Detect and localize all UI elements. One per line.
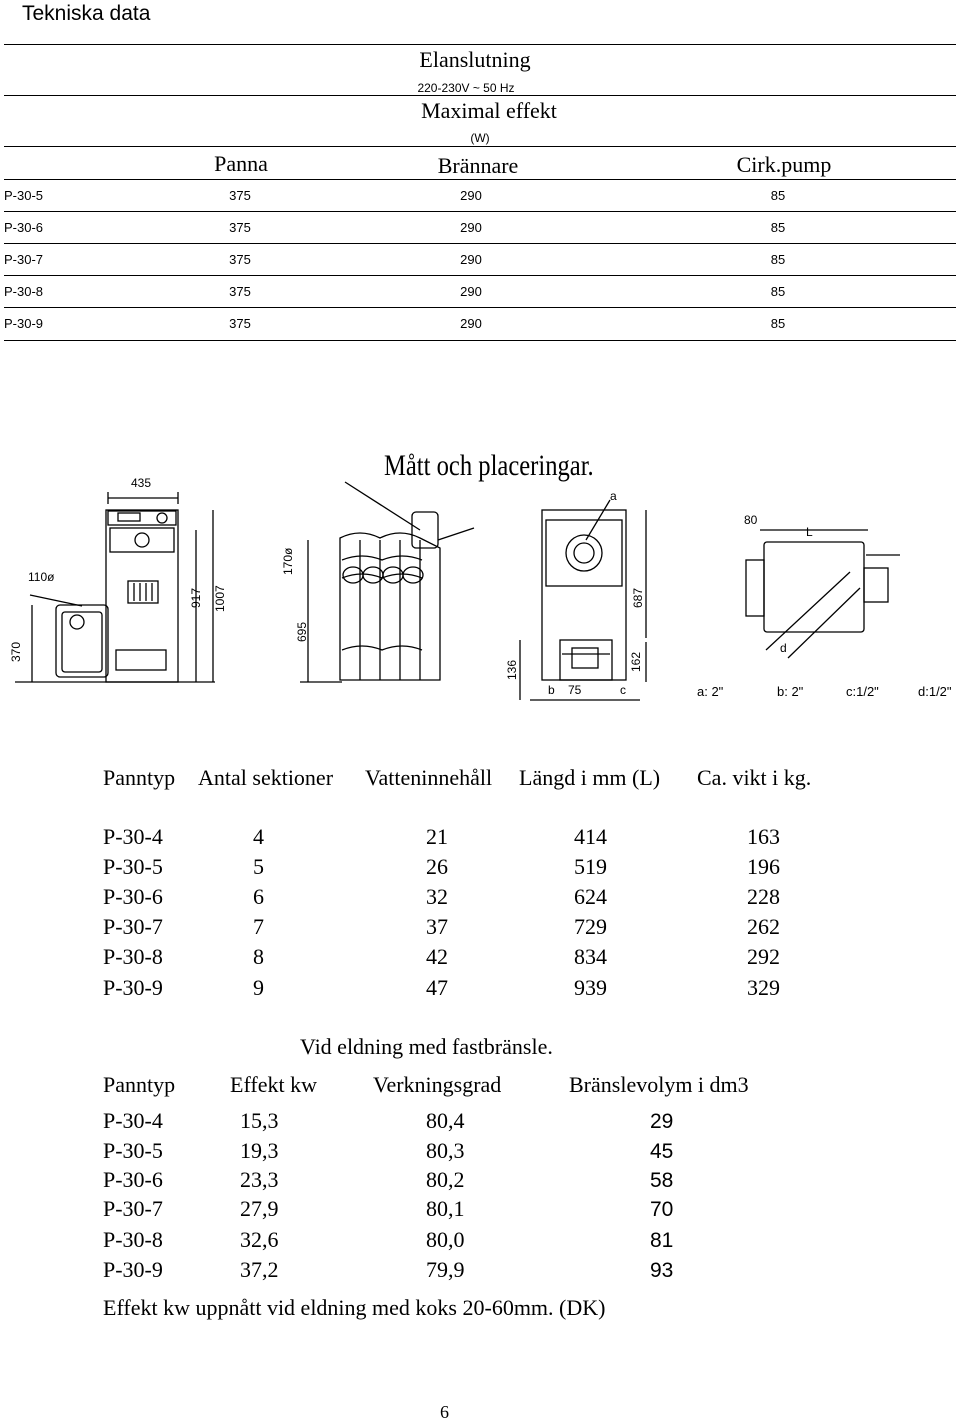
table-cell: 85 xyxy=(770,252,786,267)
divider xyxy=(4,275,956,276)
table-cell: 80,1 xyxy=(426,1196,465,1221)
dim-label: 917 xyxy=(189,587,203,608)
table-cell: P-30-4 xyxy=(103,824,163,849)
column-header: Antal sektioner xyxy=(198,765,334,790)
table-cell: 26 xyxy=(426,854,448,879)
table-cell: P-30-9 xyxy=(103,1257,163,1282)
table-cell: 414 xyxy=(574,824,607,849)
connection-c: c:1/2" xyxy=(846,684,879,699)
table-cell: P-30-7 xyxy=(103,1196,163,1221)
table-cell: 85 xyxy=(770,220,786,235)
dim-label: 75 xyxy=(568,683,582,697)
dim-label: 162 xyxy=(629,651,643,672)
fuel-caption: Vid eldning med fastbränsle. xyxy=(300,1034,553,1059)
table-cell: P-30-5 xyxy=(103,1138,163,1163)
drawing-title: Mått och placeringar. xyxy=(384,449,594,482)
table-cell: 80,3 xyxy=(426,1138,465,1163)
table-cell: 9 xyxy=(253,975,264,1000)
divider xyxy=(4,179,956,180)
table-cell: P-30-9 xyxy=(103,975,163,1000)
column-header: Panntyp xyxy=(103,1072,176,1097)
divider xyxy=(4,95,956,96)
column-header: Effekt kw xyxy=(230,1072,317,1097)
table-cell: 37 xyxy=(426,914,448,939)
dim-label: 80 xyxy=(744,513,758,527)
table-cell: 81 xyxy=(650,1229,674,1252)
table-cell: 23,3 xyxy=(240,1167,279,1192)
column-header: Vatteninnehåll xyxy=(365,765,493,790)
dim-label: b xyxy=(548,683,555,697)
table-cell: P-30-6 xyxy=(103,884,163,909)
table-cell: 290 xyxy=(460,220,482,235)
dim-label: 170ø xyxy=(281,547,295,575)
table-cell: P-30-6 xyxy=(4,220,44,235)
table-cell: 85 xyxy=(770,284,786,299)
column-header: Panntyp xyxy=(103,765,176,790)
connection-a: a: 2" xyxy=(697,684,724,699)
table-cell: 375 xyxy=(229,316,251,331)
table-cell: 290 xyxy=(460,284,482,299)
table-cell: 5 xyxy=(253,854,264,879)
table-cell: 329 xyxy=(747,975,780,1000)
table-cell: P-30-5 xyxy=(4,188,44,203)
electric-title: Elanslutning xyxy=(419,47,531,72)
boiler-drawing xyxy=(0,470,960,720)
table-cell: 6 xyxy=(253,884,264,909)
table-cell: 85 xyxy=(770,316,786,331)
table-cell: P-30-8 xyxy=(103,944,163,969)
table-cell: P-30-7 xyxy=(103,914,163,939)
dim-label: 1007 xyxy=(213,585,227,612)
table-cell: 47 xyxy=(426,975,448,1000)
footnote: Effekt kw uppnått vid eldning med koks 20-60mm. (DK) xyxy=(103,1295,606,1320)
table-cell: 834 xyxy=(574,944,607,969)
max-power-label: Maximal effekt xyxy=(421,98,557,123)
col-panna: Panna xyxy=(214,151,268,176)
table-cell: 7 xyxy=(253,914,264,939)
dim-label: d xyxy=(780,641,787,655)
table-cell: P-30-4 xyxy=(103,1108,163,1133)
table-cell: 228 xyxy=(747,884,780,909)
table-cell: 290 xyxy=(460,252,482,267)
table-cell: 519 xyxy=(574,854,607,879)
table-cell: 290 xyxy=(460,188,482,203)
table-cell: 8 xyxy=(253,944,264,969)
table-cell: 79,9 xyxy=(426,1257,465,1282)
divider xyxy=(4,146,956,147)
table-cell: 375 xyxy=(229,252,251,267)
divider xyxy=(4,44,956,45)
dim-label: a xyxy=(610,489,617,503)
column-header: Ca. vikt i kg. xyxy=(697,765,812,790)
connection-b: b: 2" xyxy=(777,684,804,699)
table-cell: 292 xyxy=(747,944,780,969)
dim-label: L xyxy=(806,525,813,539)
column-header: Bränslevolym i dm3 xyxy=(569,1072,749,1097)
connection-d: d:1/2" xyxy=(918,684,952,699)
page-title: Tekniska data xyxy=(22,2,151,25)
unit-label: (W) xyxy=(470,131,490,145)
dim-label: 695 xyxy=(295,621,309,642)
table-cell: 375 xyxy=(229,284,251,299)
divider xyxy=(4,243,956,244)
table-cell: 32,6 xyxy=(240,1227,279,1252)
table-cell: 375 xyxy=(229,220,251,235)
column-header: Verkningsgrad xyxy=(373,1072,502,1097)
table-cell: 29 xyxy=(650,1110,674,1133)
table-cell: P-30-7 xyxy=(4,252,44,267)
col-brannare: Brännare xyxy=(437,153,519,178)
table-cell: 27,9 xyxy=(240,1196,279,1221)
table-cell: P-30-6 xyxy=(103,1167,163,1192)
table-cell: 939 xyxy=(574,975,607,1000)
table-cell: 45 xyxy=(650,1140,674,1163)
table-cell: P-30-8 xyxy=(4,284,44,299)
table-cell: 4 xyxy=(253,824,264,849)
table-cell: P-30-5 xyxy=(103,854,163,879)
table-cell: P-30-8 xyxy=(103,1227,163,1252)
table-cell: 42 xyxy=(426,944,448,969)
table-cell: 21 xyxy=(426,824,448,849)
table-cell: 32 xyxy=(426,884,448,909)
table-cell: 290 xyxy=(460,316,482,331)
table-cell: 19,3 xyxy=(240,1138,279,1163)
divider xyxy=(4,211,956,212)
table-cell: 163 xyxy=(747,824,780,849)
table-cell: 15,3 xyxy=(240,1108,279,1133)
table-cell: 262 xyxy=(747,914,780,939)
dim-label: 110ø xyxy=(28,570,55,584)
table-cell: 58 xyxy=(650,1169,674,1192)
table-cell: 85 xyxy=(770,188,786,203)
table-cell: 196 xyxy=(747,854,780,879)
dim-label: 435 xyxy=(131,476,152,490)
dim-label: 687 xyxy=(631,587,645,608)
dim-label: 136 xyxy=(505,659,519,680)
table-cell: 37,2 xyxy=(240,1257,279,1282)
table-cell: 80,2 xyxy=(426,1167,465,1192)
table-cell: P-30-9 xyxy=(4,316,44,331)
page-number: 6 xyxy=(440,1402,449,1422)
table-cell: 80,0 xyxy=(426,1227,465,1252)
table-cell: 80,4 xyxy=(426,1108,465,1133)
divider xyxy=(4,340,956,341)
table-cell: 70 xyxy=(650,1198,674,1221)
dim-label: 370 xyxy=(9,641,23,662)
col-cirkpump: Cirk.pump xyxy=(736,152,832,177)
column-header: Längd i mm (L) xyxy=(519,765,661,790)
table-cell: 729 xyxy=(574,914,607,939)
dim-label: c xyxy=(620,683,626,697)
table-cell: 93 xyxy=(650,1259,674,1282)
divider xyxy=(4,307,956,308)
table-cell: 375 xyxy=(229,188,251,203)
voltage-label: 220-230V ~ 50 Hz xyxy=(417,81,515,95)
table-cell: 624 xyxy=(574,884,607,909)
